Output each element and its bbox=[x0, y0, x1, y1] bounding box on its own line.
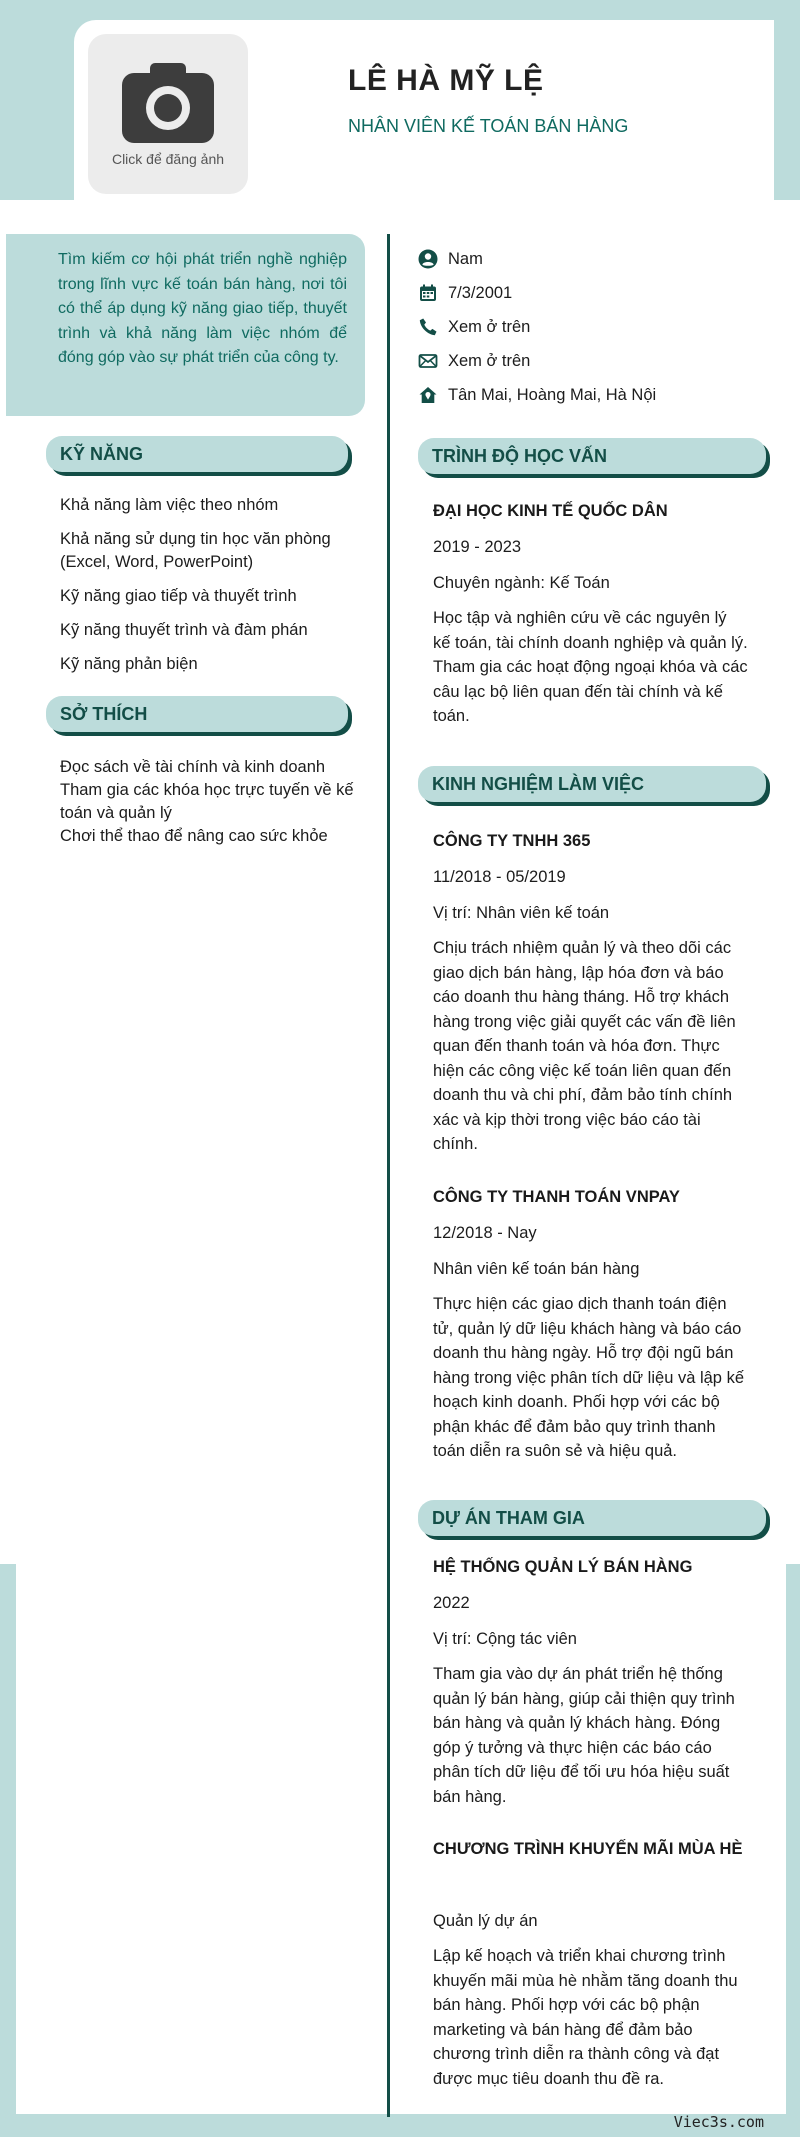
experience-description: Chịu trách nhiệm quản lý và theo dõi các giao dịch bán hàng, lập hóa đơn và báo cáo doanh thu hàng tháng. Hỗ trợ khách hàng trong việc giải quyết các vấn đề liên quan đến thanh toán và hóa đơn. Thực hiện các công việc kế toán liên quan đến doanh thu và chi phí, đảm bảo tính chính xác và kịp thời trong việc báo cáo tài chính. bbox=[433, 939, 736, 1153]
experience-position: Nhân viên kế toán bán hàng bbox=[433, 1260, 640, 1278]
skills-list bbox=[60, 494, 356, 676]
skill-item: Khả năng làm việc theo nhóm bbox=[60, 496, 279, 514]
experience-entry bbox=[433, 832, 748, 1157]
hobbies-heading: SỞ THÍCH bbox=[46, 696, 348, 732]
project-description: Lập kế hoạch và triển khai chương trình khuyến mãi mùa hè nhằm tăng doanh thu bán hàng. Phối hợp với các bộ phận marketing và bán hàng để đảm bảo chương trình diễn ra thành công và đạt được mục tiêu doanh thu đề ra. bbox=[433, 1947, 738, 2088]
header-corner-decoration bbox=[0, 172, 60, 200]
job-title: NHÂN VIÊN KẾ TOÁN BÁN HÀNG bbox=[348, 116, 629, 136]
hobby-item: Chơi thể thao để nâng cao sức khỏe bbox=[60, 827, 328, 845]
experience-entry bbox=[433, 1188, 748, 1464]
project-description: Tham gia vào dự án phát triển hệ thống quản lý bán hàng, giúp cải thiện quy trình bán hàng và quản lý khách hàng. Đóng góp ý tưởng và thực hiện các báo cáo phân tích dữ liệu để tối ưu hóa hiệu suất bán hàng. bbox=[433, 1665, 735, 1806]
experience-company: CÔNG TY TNHH 365 bbox=[433, 832, 591, 850]
contact-phone[interactable] bbox=[418, 310, 656, 344]
experience-position: Vị trí: Nhân viên kế toán bbox=[433, 904, 610, 922]
education-school: ĐẠI HỌC KINH TẾ QUỐC DÂN bbox=[433, 502, 668, 520]
project-year: 2022 bbox=[433, 1594, 470, 1612]
contact-phone-value: Xem ở trên bbox=[448, 317, 531, 336]
column-divider bbox=[387, 234, 390, 2117]
education-description: Học tập và nghiên cứu về các nguyên lý kế toán, tài chính doanh nghiệp và quản lý. Tham gia các hoạt động ngoại khóa và các câu lạc bộ liên quan đến tài chính và kế toán. bbox=[433, 609, 748, 725]
envelope-icon bbox=[418, 351, 438, 371]
project-year bbox=[433, 1876, 748, 1912]
project-name: HỆ THỐNG QUẢN LÝ BÁN HÀNG bbox=[433, 1558, 693, 1576]
contact-address bbox=[418, 378, 656, 412]
project-name: CHƯƠNG TRÌNH KHUYẾN MÃI MÙA HÈ bbox=[433, 1840, 743, 1858]
skill-item: Kỹ năng thuyết trình và đàm phán bbox=[60, 621, 308, 639]
contact-email-value: Xem ở trên bbox=[448, 351, 531, 370]
contact-info bbox=[418, 242, 656, 412]
contact-email[interactable] bbox=[418, 344, 656, 378]
contact-gender bbox=[418, 242, 656, 276]
education-major: Chuyên ngành: Kế Toán bbox=[433, 574, 610, 592]
hobby-item: Đọc sách về tài chính và kinh doanh bbox=[60, 758, 326, 776]
home-icon bbox=[418, 385, 438, 405]
contact-gender-value: Nam bbox=[448, 249, 483, 268]
hobby-item: Tham gia các khóa học trực tuyến về kế toán và quản lý bbox=[60, 781, 354, 822]
candidate-name: LÊ HÀ MỸ LỆ bbox=[348, 64, 544, 97]
contact-dob bbox=[418, 276, 656, 310]
watermark: Viec3s.com bbox=[673, 2113, 764, 2131]
skills-heading: KỸ NĂNG bbox=[46, 436, 348, 472]
experience-period: 11/2018 - 05/2019 bbox=[433, 868, 566, 886]
projects-heading: DỰ ÁN THAM GIA bbox=[418, 1500, 766, 1536]
skill-item: Khả năng sử dụng tin học văn phòng (Excel, Word, PowerPoint) bbox=[60, 530, 331, 571]
education-entry bbox=[433, 502, 748, 729]
project-role: Vị trí: Cộng tác viên bbox=[433, 1630, 577, 1648]
hobbies-list bbox=[60, 756, 356, 848]
experience-description: Thực hiện các giao dịch thanh toán điện tử, quản lý dữ liệu khách hàng và báo cáo doanh thu hàng ngày. Hỗ trợ đội ngũ bán hàng trong việc phân tích dữ liệu và lập kế hoạch kinh doanh. Phối hợp với các bộ phận khác để đảm bảo quy trình thanh toán diễn ra suôn sẻ và hiệu quả. bbox=[433, 1295, 744, 1460]
skill-item: Kỹ năng phản biện bbox=[60, 655, 198, 673]
project-entry bbox=[433, 1558, 748, 1809]
experience-period: 12/2018 - Nay bbox=[433, 1224, 537, 1242]
project-role: Quản lý dự án bbox=[433, 1912, 538, 1930]
calendar-icon bbox=[418, 283, 438, 303]
user-icon bbox=[418, 249, 438, 269]
contact-address-value: Tân Mai, Hoàng Mai, Hà Nội bbox=[448, 385, 657, 404]
career-objective: Tìm kiếm cơ hội phát triển nghề nghiệp trong lĩnh vực kế toán bán hàng, nơi tôi có thể áp dụng kỹ năng giao tiếp, thuyết trình và khả năng làm việc nhóm để đóng góp vào sự phát triển của công ty. bbox=[6, 234, 365, 416]
education-heading: TRÌNH ĐỘ HỌC VẤN bbox=[418, 438, 766, 474]
education-period: 2019 - 2023 bbox=[433, 538, 522, 556]
phone-icon bbox=[418, 317, 438, 337]
skill-item: Kỹ năng giao tiếp và thuyết trình bbox=[60, 587, 297, 605]
avatar-upload[interactable] bbox=[88, 34, 248, 194]
avatar-upload-label: Click để đăng ảnh bbox=[111, 151, 225, 167]
experience-company: CÔNG TY THANH TOÁN VNPAY bbox=[433, 1188, 680, 1206]
contact-dob-value: 7/3/2001 bbox=[448, 283, 513, 302]
experience-heading: KINH NGHIỆM LÀM VIỆC bbox=[418, 766, 766, 802]
project-entry bbox=[433, 1840, 748, 2091]
camera-icon bbox=[120, 61, 216, 145]
